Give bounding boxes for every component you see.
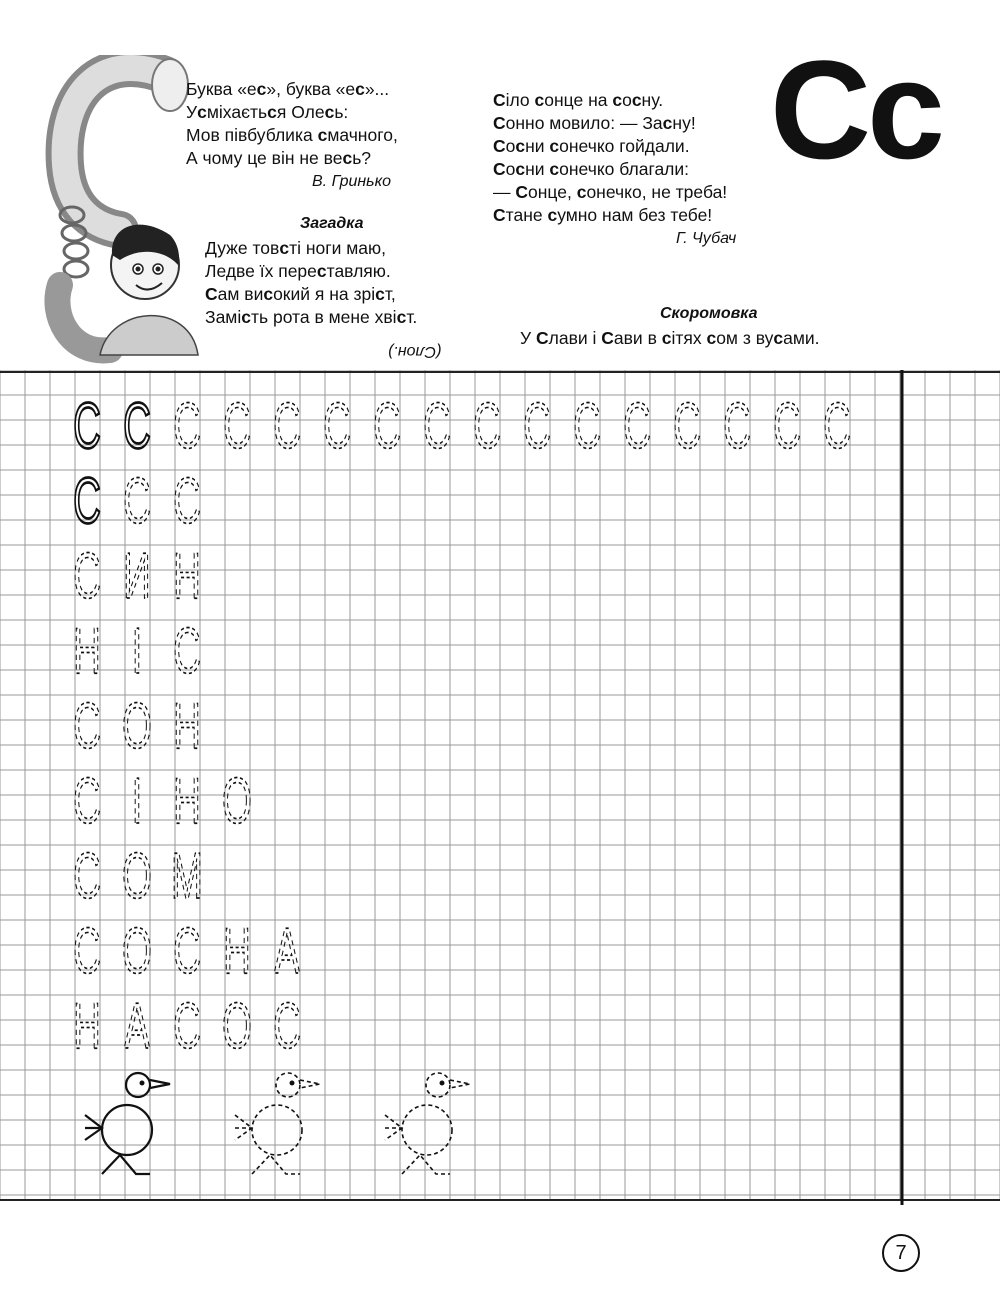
text-segment: с (515, 136, 526, 156)
practice-letter: С (173, 615, 201, 688)
text-segment: с (279, 238, 290, 258)
text-segment: с (549, 159, 560, 179)
practice-letter: І (131, 765, 143, 838)
text-segment: ни (525, 136, 550, 156)
text-segment: с (396, 307, 407, 327)
text-segment: мачного, (327, 125, 398, 145)
practice-letter: С (173, 390, 201, 463)
text-segment: ави в (613, 328, 662, 348)
text-line (493, 204, 736, 227)
text-segment: », буква «е (266, 79, 356, 99)
text-segment: я Оле (276, 102, 325, 122)
text-segment: о (622, 90, 632, 110)
text-segment: — (493, 182, 516, 202)
text-segment: онце, (528, 182, 577, 202)
practice-letter: М (170, 840, 204, 913)
bird-stroke (150, 1080, 170, 1088)
text-segment: ь? (352, 148, 372, 168)
text-segment: с (317, 125, 328, 145)
text-segment: о (505, 159, 516, 179)
practice-letter: С (73, 540, 101, 613)
text-segment: с (267, 102, 277, 122)
bird-drawing (85, 1073, 170, 1174)
bird-eye (440, 1081, 445, 1086)
practice-letter: С (523, 390, 551, 463)
poem-2 (493, 89, 736, 250)
text-segment: міхаєть (206, 102, 268, 122)
practice-letter: О (122, 840, 152, 913)
text-segment: ь: (334, 102, 349, 122)
bird-stroke (276, 1073, 300, 1097)
tongue-twister (520, 328, 820, 349)
bird-drawing (385, 1073, 470, 1174)
practice-letter: С (723, 390, 751, 463)
bird-eye (140, 1081, 145, 1086)
text-line (493, 181, 736, 204)
text-segment: С (493, 113, 506, 133)
text-segment: с (706, 328, 717, 348)
practice-letter: О (222, 765, 252, 838)
text-segment: с (355, 79, 365, 99)
text-segment: Буква «е (186, 79, 257, 99)
practice-letter: С (623, 390, 651, 463)
practice-letter: С (423, 390, 451, 463)
practice-letter: С (173, 990, 201, 1063)
page-number: 7 (882, 1234, 920, 1272)
text-line (493, 112, 736, 135)
text-line (205, 306, 417, 329)
practice-letter: С (73, 840, 101, 913)
text-segment: онно мовило: — За (505, 113, 663, 133)
practice-letter: С (573, 390, 601, 463)
text-segment: ну! (672, 113, 696, 133)
text-segment: с (375, 284, 385, 304)
text-segment: Мов півбублика (186, 125, 318, 145)
text-line (493, 158, 736, 181)
text-segment: ом з ву (716, 328, 774, 348)
writing-grid (0, 370, 1000, 1205)
text-segment: онечко гойдали. (559, 136, 690, 156)
practice-letter: Н (173, 540, 201, 613)
text-segment: ам ви (217, 284, 264, 304)
practice-letter: О (122, 690, 152, 763)
text-segment: У (186, 102, 198, 122)
bird-stroke (402, 1105, 452, 1155)
text-segment: с (773, 328, 784, 348)
riddle-answer: (Слон.) (388, 343, 442, 360)
text-segment: Замі (205, 307, 242, 327)
practice-letter: Н (173, 690, 201, 763)
practice-letter: И (123, 540, 151, 613)
practice-letter: С (273, 390, 301, 463)
bird-stroke (102, 1155, 150, 1174)
practice-letter: С (123, 390, 151, 463)
text-segment: тавляю. (326, 261, 391, 281)
text-segment: ті ноги маю, (289, 238, 387, 258)
text-line (186, 124, 398, 147)
practice-letter: С (73, 390, 101, 463)
text-line (205, 283, 417, 306)
text-line (205, 260, 417, 283)
text-segment: о (505, 136, 516, 156)
bird-stroke (450, 1080, 470, 1088)
practice-letter: С (73, 765, 101, 838)
poem-1-lines (186, 78, 398, 170)
text-line (205, 237, 417, 260)
practice-letter: С (123, 465, 151, 538)
practice-letter: О (122, 915, 152, 988)
practice-letter: А (274, 915, 300, 988)
text-line (186, 147, 398, 170)
practice-letter: С (673, 390, 701, 463)
text-segment: »... (364, 79, 390, 99)
practice-letter: Н (73, 615, 101, 688)
text-segment: с (316, 261, 327, 281)
text-segment: онце на (544, 90, 613, 110)
bird-eye (290, 1081, 295, 1086)
text-segment: с (324, 102, 335, 122)
text-segment: тане (505, 205, 548, 225)
practice-letter: Н (173, 765, 201, 838)
practice-letter: Н (223, 915, 251, 988)
text-segment: лави і (548, 328, 602, 348)
practice-letter: С (823, 390, 851, 463)
bird-drawing (235, 1073, 320, 1174)
text-segment: окий я на зрі (273, 284, 376, 304)
practice-letter: А (124, 990, 150, 1063)
poem-2-lines (493, 89, 736, 227)
riddle (205, 237, 417, 329)
bird-stroke (126, 1073, 150, 1097)
text-segment: онечко, не треба! (586, 182, 728, 202)
practice-letter: С (473, 390, 501, 463)
boy-with-bagel-illustration (40, 55, 200, 365)
practice-letter: С (173, 465, 201, 538)
bird-stroke (252, 1105, 302, 1155)
bird-stroke (252, 1155, 300, 1174)
text-segment: ітях (671, 328, 707, 348)
text-segment: с (197, 102, 207, 122)
practice-letter: І (131, 615, 143, 688)
text-segment: с (547, 205, 558, 225)
bird-stroke (102, 1105, 152, 1155)
text-segment: т, (384, 284, 396, 304)
text-segment: с (612, 90, 623, 110)
practice-letter: С (773, 390, 801, 463)
text-segment: с (576, 182, 587, 202)
text-segment: с (256, 79, 267, 99)
text-segment: ть рота в мене хві (250, 307, 397, 327)
practice-letter: С (73, 465, 101, 538)
text-line (493, 89, 736, 112)
text-segment: с (549, 136, 560, 156)
text-segment: іло (505, 90, 535, 110)
practice-letter: С (73, 690, 101, 763)
text-segment: Дуже тов (205, 238, 280, 258)
text-segment: с (534, 90, 545, 110)
practice-letter: С (323, 390, 351, 463)
text-segment: Ледве їх пере (205, 261, 317, 281)
text-segment: умно нам без тебе! (557, 205, 713, 225)
text-segment: с (662, 113, 673, 133)
text-segment: с (631, 90, 642, 110)
text-segment: С (493, 136, 506, 156)
text-segment: С (535, 328, 549, 348)
riddle-lines (205, 237, 417, 329)
practice-letter: С (223, 390, 251, 463)
text-segment: С (493, 205, 506, 225)
text-segment: ами. (783, 328, 820, 348)
text-line (186, 101, 398, 124)
poem-1 (186, 78, 398, 193)
text-segment: У (520, 328, 536, 348)
practice-letter: С (173, 915, 201, 988)
riddle-heading: Загадка (300, 215, 364, 232)
text-segment: ну. (641, 90, 664, 110)
poem-2-author: Г. Чубач (676, 230, 737, 247)
text-line (186, 78, 398, 101)
text-segment: С (601, 328, 614, 348)
text-segment: ни (525, 159, 550, 179)
bird-stroke (402, 1155, 450, 1174)
text-segment: С (493, 159, 506, 179)
text-segment: онечко благали: (559, 159, 690, 179)
practice-letter: С (373, 390, 401, 463)
text-segment: с (241, 307, 251, 327)
practice-letter: О (222, 990, 252, 1063)
big-letter-title: Cc (770, 31, 941, 188)
practice-letter: С (273, 990, 301, 1063)
text-segment: с (342, 148, 353, 168)
text-line (493, 135, 736, 158)
practice-letter: Н (73, 990, 101, 1063)
bird-stroke (300, 1080, 320, 1088)
poem-1-author: В. Гринько (312, 173, 392, 190)
text-segment: с (515, 159, 526, 179)
text-segment: С (205, 284, 218, 304)
text-segment: С (515, 182, 529, 202)
text-segment: т. (406, 307, 418, 327)
text-segment: А чому це він не ве (186, 148, 343, 168)
bird-stroke (426, 1073, 450, 1097)
text-segment: с (661, 328, 672, 348)
practice-letter: С (73, 915, 101, 988)
text-segment: с (263, 284, 274, 304)
tongue-twister-heading: Скоромовка (660, 305, 758, 322)
text-segment: С (493, 90, 506, 110)
